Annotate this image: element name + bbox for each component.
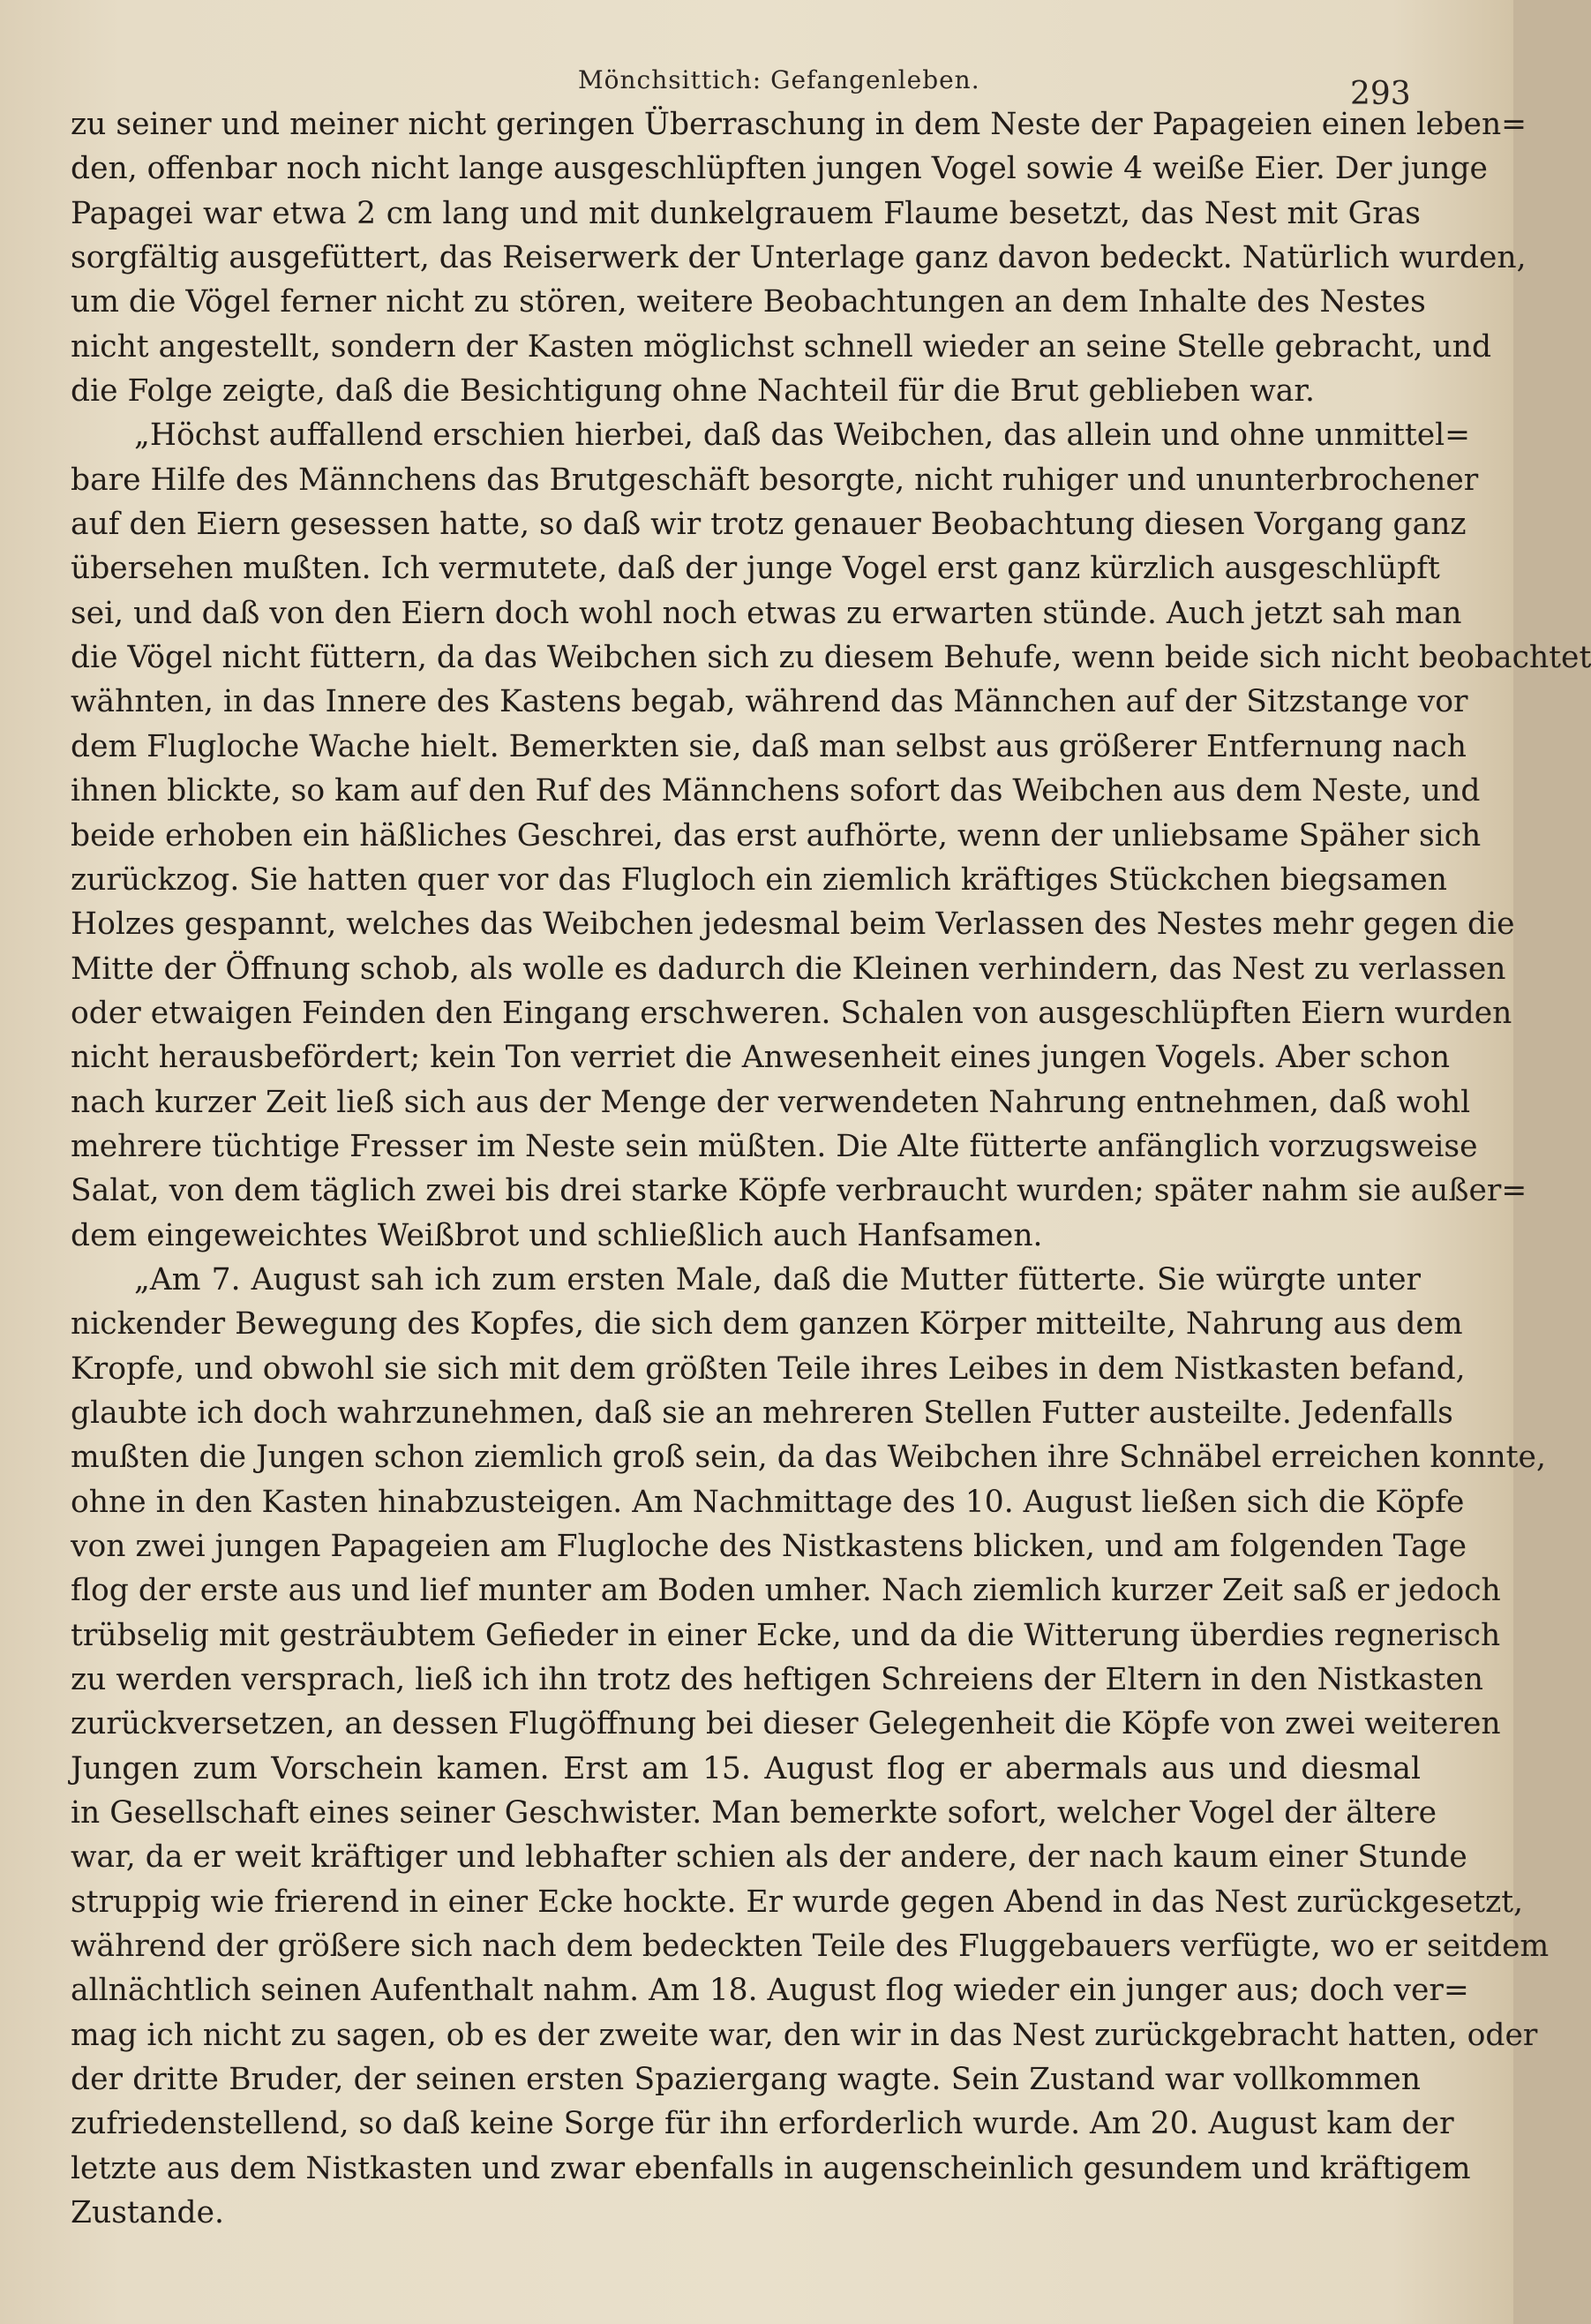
text-line: die Folge zeigte, daß die Besichtigung ohne Nachteil für die Brut geblieben war. [71, 373, 1316, 410]
text-line: mag ich nicht zu sagen, ob es der zweite war, den wir in das Nest zurückgebracht hatten, oder [71, 2017, 1538, 2053]
text-line: zurückzog. Sie hatten quer vor das Flugloch ein ziemlich kräftiges Stückchen biegsamen [71, 861, 1447, 898]
paragraph-start-line: „Am 7. August sah ich zum ersten Male, daß die Mutter fütterte. Sie würgte unter [134, 1261, 1421, 1297]
text-line: mußten die Jungen schon ziemlich groß sein, da das Weibchen ihre Schnäbel erreichen konnte, [71, 1440, 1546, 1476]
text-line: ohne in den Kasten hinabzusteigen. Am Nachmittage des 10. August ließen sich die Köpfe [71, 1484, 1465, 1520]
text-line: zu werden versprach, ließ ich ihn trotz des heftigen Schreiens der Eltern in den Nistkasten [71, 1662, 1483, 1698]
paragraph-start-line: „Höchst auffallend erschien hierbei, daß das Weibchen, das allein und ohne unmittel= [134, 417, 1471, 454]
text-line: nicht herausbefördert; kein Ton verriet die Anwesenheit eines jungen Vogels. Aber schon [71, 1040, 1451, 1076]
text-line: Jungen zum Vorschein kamen. Erst am 15. August flog er abermals aus und diesmal [71, 1750, 1421, 1786]
text-line: in Gesellschaft eines seiner Geschwister. Man bemerkte sofort, welcher Vogel der ältere [71, 1795, 1437, 1831]
text-line: ihnen blickte, so kam auf den Ruf des Männchens sofort das Weibchen aus dem Neste, und [71, 773, 1481, 809]
text-line: nickender Bewegung des Kopfes, die sich dem ganzen Körper mitteilte, Nahrung aus dem [71, 1306, 1463, 1343]
text-line: auf den Eiern gesessen hatte, so daß wir trotz genauer Beobachtung diesen Vorgang ganz [71, 507, 1467, 543]
text-line: der dritte Bruder, der seinen ersten Spaziergang wagte. Sein Zustand war vollkommen [71, 2062, 1421, 2098]
text-line: trübselig mit gesträubtem Gefieder in einer Ecke, und da die Witterung überdies regnerisch [71, 1617, 1501, 1653]
text-line: den, offenbar noch nicht lange ausgeschlüpften jungen Vogel sowie 4 weiße Eier. Der junge [71, 151, 1488, 187]
text-line: nicht angestellt, sondern der Kasten möglichst schnell wieder an seine Stelle gebracht, und [71, 328, 1492, 365]
text-line: um die Vögel ferner nicht zu stören, weitere Beobachtungen an dem Inhalte des Nestes [71, 284, 1426, 320]
text-line: flog der erste aus und lief munter am Boden umher. Nach ziemlich kurzer Zeit saß er jedoch [71, 1573, 1501, 1609]
text-line: Holzes gespannt, welches das Weibchen jedesmal beim Verlassen des Nestes mehr gegen die [71, 906, 1515, 943]
text-line: Salat, von dem täglich zwei bis drei starke Köpfe verbraucht wurden; später nahm sie außer= [71, 1173, 1527, 1209]
text-line: struppig wie frierend in einer Ecke hockte. Er wurde gegen Abend in das Nest zurückgesetzt, [71, 1884, 1524, 1920]
text-line: allnächtlich seinen Aufenthalt nahm. Am 18. August flog wieder ein junger aus; doch ver= [71, 1973, 1469, 2009]
text-line: dem Flugloche Wache hielt. Bemerkten sie, daß man selbst aus größerer Entfernung nach [71, 728, 1467, 764]
body-text [71, 102, 1591, 2236]
text-line: Papagei war etwa 2 cm lang und mit dunkelgrauem Flaume besetzt, das Nest mit Gras [71, 195, 1421, 231]
text-line: bare Hilfe des Männchens das Brutgeschäft besorgte, nicht ruhiger und ununterbrochener [71, 462, 1479, 498]
text-line: oder etwaigen Feinden den Eingang erschweren. Schalen von ausgeschlüpften Eiern wurden [71, 995, 1512, 1031]
text-line: letzte aus dem Nistkasten und zwar ebenfalls in augenscheinlich gesundem und kräftigem [71, 2150, 1471, 2186]
text-line: Zustande. [71, 2195, 225, 2231]
text-line: mehrere tüchtige Fresser im Neste sein müßten. Die Alte fütterte anfänglich vorzugsweise [71, 1128, 1478, 1164]
text-line: sorgfältig ausgefüttert, das Reiserwerk der Unterlage ganz davon bedeckt. Natürlich wurden, [71, 240, 1527, 276]
text-line: war, da er weit kräftiger und lebhafter schien als der andere, der nach kaum einer Stunde [71, 1839, 1467, 1876]
running-head: Mönchsittich: Gefangenleben. [578, 65, 980, 94]
text-line: Mitte der Öffnung schob, als wolle es dadurch die Kleinen verhindern, das Nest zu verlassen [71, 951, 1506, 987]
page-number: 293 [1350, 76, 1411, 112]
text-line: wähnten, in das Innere des Kastens begab, während das Männchen auf der Sitzstange vor [71, 684, 1468, 720]
text-line: Kropfe, und obwohl sie sich mit dem größten Teile ihres Leibes in dem Nistkasten befand, [71, 1350, 1466, 1387]
text-line: zurückversetzen, an dessen Flugöffnung bei dieser Gelegenheit die Köpfe von zwei weiteren [71, 1706, 1501, 1742]
text-line: die Vögel nicht füttern, da das Weibchen sich zu diesem Behufe, wenn beide sich nicht beobachtet [71, 640, 1591, 676]
text-line: beide erhoben ein häßliches Geschrei, das erst aufhörte, wenn der unliebsame Späher sich [71, 817, 1482, 854]
text-line: dem eingeweichtes Weißbrot und schließlich auch Hanfsamen. [71, 1217, 1043, 1253]
text-line: nach kurzer Zeit ließ sich aus der Menge der verwendeten Nahrung entnehmen, daß wohl [71, 1084, 1471, 1120]
text-line: zufriedenstellend, so daß keine Sorge für ihn erforderlich wurde. Am 20. August kam der [71, 2106, 1454, 2142]
text-line: von zwei jungen Papageien am Flugloche des Nistkastens blicken, und am folgenden Tage [71, 1529, 1467, 1564]
text-line: übersehen mußten. Ich vermutete, daß der junge Vogel erst ganz kürzlich ausgeschlüpft [71, 551, 1440, 587]
text-line: sei, und daß von den Eiern doch wohl noch etwas zu erwarten stünde. Auch jetzt sah man [71, 595, 1462, 631]
text-line: während der größere sich nach dem bedeckten Teile des Fluggebauers verfügte, wo er seitdem [71, 1929, 1550, 1965]
text-line: zu seiner und meiner nicht geringen Überraschung in dem Neste der Papageien einen leben= [71, 107, 1527, 142]
text-line: glaubte ich doch wahrzunehmen, daß sie an mehreren Stellen Futter austeilte. Jedenfalls [71, 1395, 1453, 1431]
